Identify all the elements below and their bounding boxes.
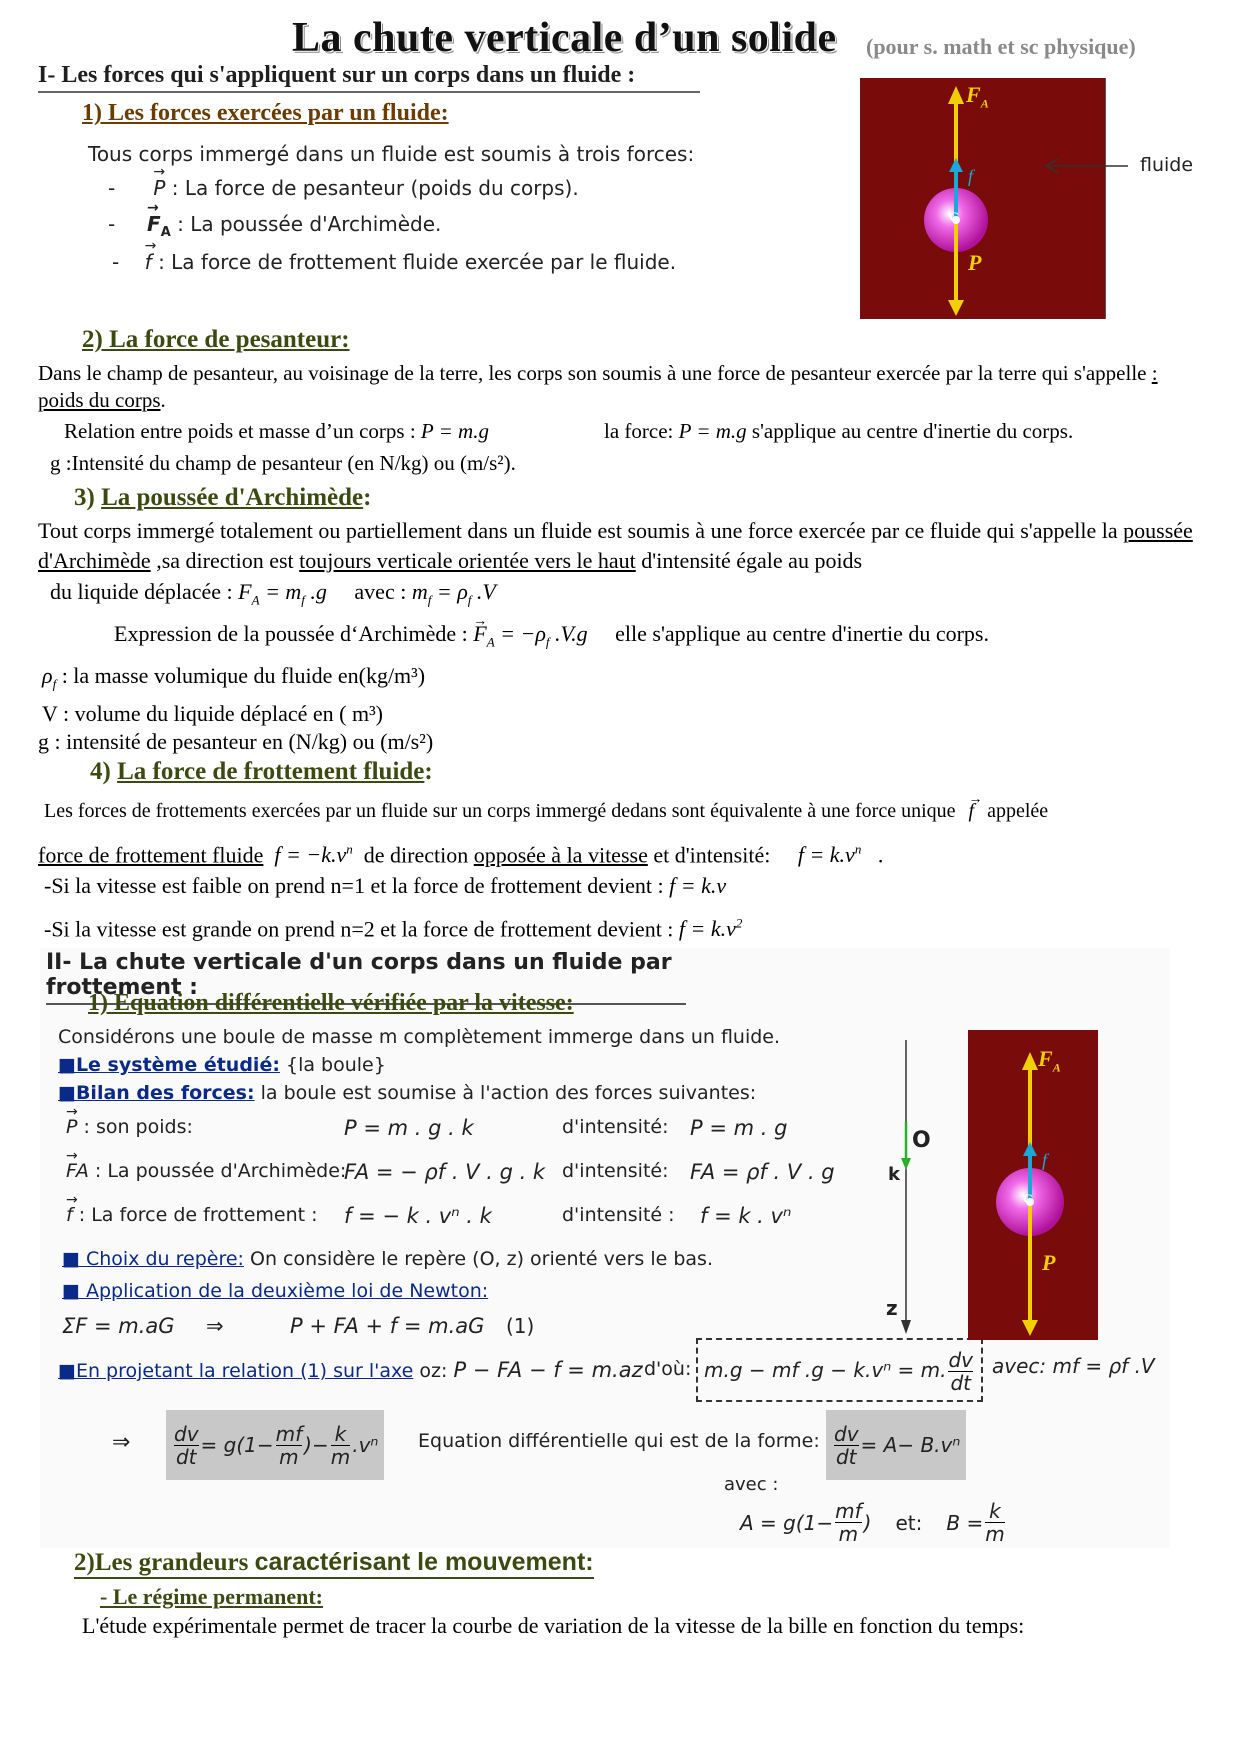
projection-avec: avec: mf = ρf .V xyxy=(992,1354,1155,1378)
diff-arrow: ⇒ xyxy=(112,1430,131,1455)
row-friction-symbol: → f xyxy=(66,1204,73,1226)
def-volume: V : volume du liquide déplacé en ( m³) xyxy=(42,701,383,726)
sub2-heading-b: caractérisant le mouvement: xyxy=(254,1548,594,1576)
projection-dou: d'où: xyxy=(644,1358,692,1380)
force-label: la force: xyxy=(604,419,674,443)
a-frac: $\frac{mf}{m}$ xyxy=(835,1499,862,1546)
friction-high-speed xyxy=(44,910,742,942)
archimede-arrow-head xyxy=(948,86,964,104)
force-row-weight xyxy=(66,1116,193,1138)
projection-box-frac: $\frac{dv}{dt}$ xyxy=(948,1348,974,1395)
newton-label xyxy=(62,1280,488,1302)
fluid-figure-2 xyxy=(968,1030,1098,1340)
weight-relation xyxy=(64,418,489,445)
list-dash: - xyxy=(108,176,148,200)
archimede-p-e: d'intensité égale au poids xyxy=(641,548,863,573)
a-definition xyxy=(740,1500,1007,1545)
p-label: P xyxy=(968,250,982,275)
projection-axis: oz: xyxy=(419,1360,448,1382)
relation-formula: P = m.g xyxy=(420,419,489,443)
row-archimede-lbl: d'intensité: xyxy=(562,1160,669,1182)
high-speed-text: -Si la vitesse est grande on prend n=2 et la force de frottement devient : xyxy=(44,916,674,942)
subsection-3-heading xyxy=(74,484,371,512)
section-2-sub1-heading xyxy=(88,990,574,1017)
list-dash: - xyxy=(112,250,139,274)
archimede-arrow-head xyxy=(1022,1052,1038,1070)
p-label-2: P xyxy=(1042,1250,1056,1275)
newton-label-text: ■ Application de la deuxième loi de Newton: xyxy=(62,1280,489,1302)
friction-paragraph-2 xyxy=(38,836,883,868)
archimede-formula-label: du liquide déplacée : xyxy=(50,579,233,604)
subsection-3-text: La poussée d'Archimède xyxy=(101,484,364,511)
projection-box xyxy=(696,1338,983,1402)
bilan-value: la boule est soumise à l'action des forces suivantes: xyxy=(260,1082,757,1104)
form-frac-dvdt: $\frac{dv}{dt}$ xyxy=(834,1421,859,1469)
row-weight-symbol: → P xyxy=(66,1116,77,1138)
projection-eq: P − FA − f = m.az xyxy=(453,1358,643,1382)
archimede-p-a: Tout corps immergé totalement ou partiellement dans un fluide est soumis à une force exercée par ce fluide qui s'appelle la xyxy=(38,518,1118,543)
relation-label: Relation entre poids et masse d’un corps : xyxy=(64,419,416,443)
subsection-2-heading-text: 2) La force de pesanteur: xyxy=(82,326,350,353)
subsection-4-num: 4) xyxy=(90,758,111,785)
row-archimede-desc: : La poussée d'Archimède: xyxy=(94,1160,347,1182)
b-frac: $\frac{k}{m}$ xyxy=(985,1499,1005,1546)
subsection-4-colon: : xyxy=(424,758,433,785)
force-tail: s'applique au centre d'inertie du corps. xyxy=(751,419,1074,443)
regime-heading-text: - Le régime permanent: xyxy=(100,1584,323,1609)
row-friction-vec: f = − k . vⁿ . k xyxy=(344,1204,492,1228)
f-label-2: f xyxy=(1042,1150,1048,1170)
high-speed-formula: $f = k.v^2$ xyxy=(678,916,743,942)
repere-label: ■ Choix du repère: xyxy=(62,1248,244,1270)
diff-frac-mfm: $\frac{mf}{m}$ xyxy=(275,1421,303,1469)
a-def-text: A = g(1− xyxy=(740,1510,834,1535)
archimede-paragraph xyxy=(38,516,1198,576)
archimede-expression-line xyxy=(114,620,989,655)
g-label-2: G xyxy=(1023,1191,1034,1206)
form-tail: = A− B.vⁿ xyxy=(860,1433,961,1457)
projection-box-eq: m.g − mf .g − k.vⁿ = m. xyxy=(704,1358,947,1382)
row-weight-vec: P = m . g . k xyxy=(344,1116,474,1140)
b-def-text: B = xyxy=(946,1510,984,1535)
friction-p1: Les forces de frottements exercées par un fluide sur un corps immergé dedans sont équivalente à une force unique xyxy=(44,800,956,822)
g-label: G xyxy=(949,209,960,224)
force-row-friction xyxy=(66,1204,318,1226)
def-g: g : intensité de pesanteur en (N/kg) ou (m/s²) xyxy=(38,729,434,754)
fluid-figure-1 xyxy=(860,78,1106,319)
friction-p2-d: opposée à la vitesse xyxy=(473,842,648,868)
z-label: z xyxy=(886,1296,898,1320)
newton-eq1: ΣF = m.aG xyxy=(62,1314,175,1338)
fluid-pointer-arrow xyxy=(1040,156,1130,176)
weight-arrow-head xyxy=(1022,1320,1038,1336)
g-definition: g :Intensité du champ de pesanteur (en N/kg) ou (m/s²). xyxy=(50,451,516,475)
bilan-label: ■Bilan des forces: xyxy=(58,1082,255,1104)
force-item-friction xyxy=(112,250,676,274)
archimede-symbol-sub: A xyxy=(160,225,171,240)
et-label: et: xyxy=(895,1510,923,1535)
diff-tail: .vⁿ xyxy=(352,1433,379,1457)
fluid-label: fluide xyxy=(1140,154,1194,176)
o-label: O xyxy=(912,1128,931,1153)
diff-mid: = g(1− xyxy=(200,1433,274,1457)
avec-label-2: avec : xyxy=(724,1474,779,1495)
list-dash: - xyxy=(108,212,141,236)
subsection-1-heading xyxy=(82,100,449,127)
projection-line xyxy=(58,1358,643,1382)
archimede-p-c: ,sa direction est xyxy=(156,548,294,573)
weight-symbol: → P xyxy=(153,176,165,200)
friction-p2-c: de direction xyxy=(363,842,469,868)
low-speed-formula: f = k.v xyxy=(669,873,727,898)
subsection-4-heading xyxy=(90,758,433,786)
row-weight-int: P = m . g xyxy=(690,1116,788,1140)
system-line xyxy=(58,1054,386,1076)
repere-line xyxy=(62,1248,713,1270)
weight-paragraph-end: . xyxy=(160,388,166,412)
avec-label: avec : xyxy=(354,579,407,604)
system-label: ■Le système étudié: xyxy=(58,1054,280,1076)
friction-intensity-formula: $f = k.v^n$ xyxy=(797,842,862,868)
row-weight-lbl: d'intensité: xyxy=(562,1116,669,1138)
system-value: {la boule} xyxy=(285,1054,386,1076)
repere-value: On considère le repère (O, z) orienté vers le bas. xyxy=(250,1248,713,1270)
z-axis xyxy=(886,1030,946,1340)
expression-formula: → $F_A = -\rho_f$ .V.g xyxy=(473,621,587,646)
subsection-4-text: La force de frottement fluide xyxy=(117,758,425,785)
forces-intro: Tous corps immergé dans un fluide est soumis à trois forces: xyxy=(88,142,695,166)
diff-label: Equation différentielle qui est de la forme: xyxy=(418,1430,820,1452)
regime-heading xyxy=(100,1584,323,1610)
friction-p1-symbol: → f xyxy=(969,798,975,825)
diff-equation-box xyxy=(166,1410,384,1480)
weight-paragraph-term: : poids du corps xyxy=(38,361,1158,412)
newton-arrow: ⇒ xyxy=(206,1314,224,1338)
diff-form-box xyxy=(826,1410,966,1480)
boule-intro: Considérons une boule de masse m complètement immerge dans un fluide. xyxy=(58,1026,781,1048)
subsection-3-num: 3) xyxy=(74,484,95,511)
row-archimede-int: FA = ρf . V . g xyxy=(690,1160,835,1184)
newton-eq2: P + FA + f = m.aG xyxy=(290,1314,485,1338)
row-archimede-symbol: → FA xyxy=(66,1160,89,1182)
section-2-heading: II- La chute verticale d'un corps dans un fluide par frottement : xyxy=(46,950,686,1005)
subsection-1-heading-text: 1) Les forces exercées par un fluide: xyxy=(82,100,449,126)
friction-p2-end: . xyxy=(877,842,884,868)
f-label: f xyxy=(968,166,974,186)
force-item-archimede xyxy=(108,212,441,240)
section-1-heading: I- Les forces qui s'appliquent sur un corps dans un fluide : xyxy=(38,62,700,93)
subsection-2-heading xyxy=(82,326,350,354)
archimede-p-d: toujours verticale orientée vers le haut xyxy=(299,548,636,573)
fluid-diagram-2 xyxy=(968,1030,1098,1340)
bilan-line xyxy=(58,1082,756,1104)
friction-p1-tail: appelée xyxy=(987,800,1049,822)
force-formula: P = m.g xyxy=(678,419,747,443)
projection-label: ■En projetant la relation (1) sur l'axe xyxy=(58,1360,414,1382)
archimede-text: : La poussée d'Archimède. xyxy=(177,212,442,236)
diff-frac-km: $\frac{k}{m}$ xyxy=(330,1421,351,1469)
row-friction-lbl: d'intensité : xyxy=(562,1204,675,1226)
friction-low-speed xyxy=(44,872,726,899)
archimede-symbol: → F xyxy=(147,212,161,236)
weight-paragraph-text: Dans le champ de pesanteur, au voisinage de la terre, les corps son soumis à une force de pesanteur exercée par la terre qui s'appelle xyxy=(38,361,1147,385)
row-archimede-vec: FA = − ρf . V . g . k xyxy=(344,1160,546,1184)
low-speed-text: -Si la vitesse est faible on prend n=1 et la force de frottement devient : xyxy=(44,873,664,898)
friction-p2-term: force de frottement fluide xyxy=(38,842,264,868)
a-close: ) xyxy=(863,1510,872,1535)
friction-arrow-head xyxy=(1023,1142,1037,1156)
fa-label: $F_A$ xyxy=(966,82,989,111)
archimede-formula-line xyxy=(50,578,496,613)
expression-tail: elle s'applique au centre d'inertie du corps. xyxy=(615,621,989,646)
force-row-archimede xyxy=(66,1160,346,1182)
friction-text: : La force de frottement fluide exercée par le fluide. xyxy=(158,250,677,274)
archimede-p-b: poussée d'Archimède xyxy=(38,518,1193,573)
fa-label-2: $F_A$ xyxy=(1038,1046,1061,1075)
row-friction-desc: : La force de frottement : xyxy=(78,1204,318,1226)
friction-arrow-head xyxy=(949,158,963,172)
weight-arrow-head xyxy=(948,300,964,316)
friction-vector-formula: $f = -k.v^n$ xyxy=(274,842,353,868)
diff-frac-dvdt: $\frac{dv}{dt}$ xyxy=(174,1421,199,1469)
force-item-weight xyxy=(108,176,579,200)
section-2-sub1-heading-text: 1) Equation différentielle vérifiée par la vitesse: xyxy=(88,990,574,1016)
mass-formula: $m_f = \rho_f$ .V xyxy=(411,579,496,608)
diff-close: )− xyxy=(304,1433,329,1457)
friction-paragraph-1 xyxy=(44,798,1048,825)
def-rho: $\rho_f$ : la masse volumique du fluide en(kg/m³) xyxy=(42,663,426,692)
archimede-formula: $F_A = m_f$ .g xyxy=(238,579,327,608)
row-friction-int: f = k . vⁿ xyxy=(700,1204,792,1228)
page-subtitle: (pour s. math et sc physique) xyxy=(866,34,1136,59)
weight-paragraph xyxy=(38,360,1188,414)
newton-num: (1) xyxy=(506,1314,535,1338)
weight-force-line xyxy=(604,418,1073,445)
fluid-diagram-1 xyxy=(860,78,1106,319)
regime-text: L'étude expérimentale permet de tracer la courbe de variation de la vitesse de la bille en fonction du temps: xyxy=(82,1613,1025,1638)
section-2-sub2-heading xyxy=(74,1548,594,1579)
k-label: k xyxy=(888,1164,900,1185)
weight-text: : La force de pesanteur (poids du corps). xyxy=(171,176,579,200)
sub2-heading-a: 2)Les grandeurs xyxy=(74,1549,249,1576)
page-title: La chute verticale d’un solide xyxy=(292,15,837,61)
friction-symbol: → f xyxy=(145,250,152,274)
subsection-3-colon: : xyxy=(363,484,372,511)
expression-label: Expression de la poussée d‘Archimède : xyxy=(114,621,468,646)
row-weight-desc: : son poids: xyxy=(83,1116,193,1138)
friction-p2-e: et d'intensité: xyxy=(653,842,771,868)
